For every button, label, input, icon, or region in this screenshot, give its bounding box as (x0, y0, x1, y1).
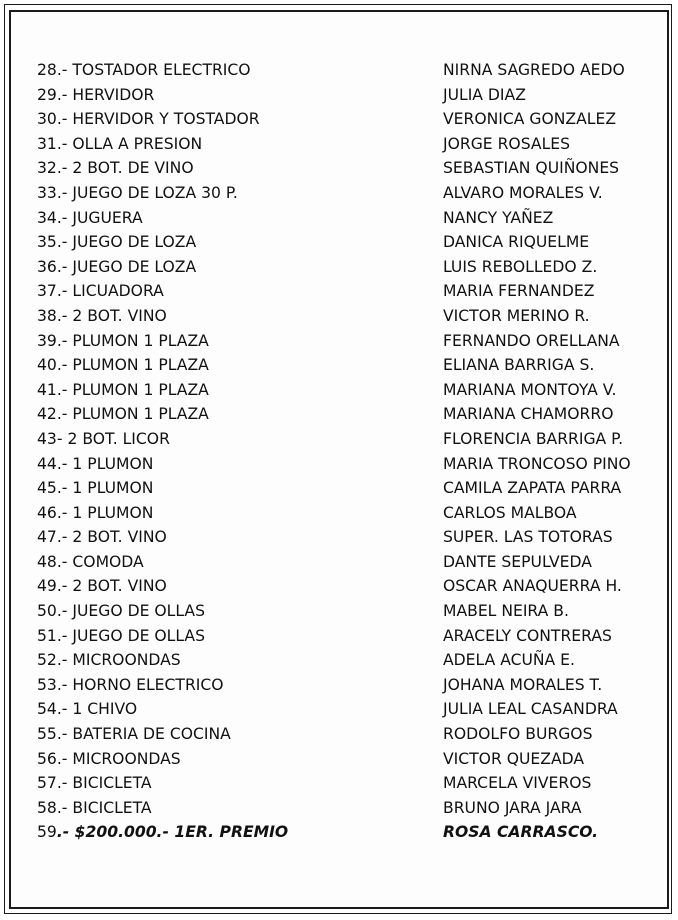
prize-row (0, 378, 678, 403)
prize-row (0, 550, 678, 575)
winner-name: MARIANA MONTOYA V. (443, 380, 617, 399)
prize-row (0, 353, 678, 378)
winner-name: SEBASTIAN QUIÑONES (443, 159, 620, 178)
prize-item (37, 599, 205, 624)
winner-name: MARIA FERNANDEZ (443, 282, 595, 301)
prize-description: BICICLETA (72, 798, 152, 817)
prize-item (37, 624, 205, 649)
prize-description: PLUMON 1 PLAZA (72, 331, 209, 350)
prize-row (0, 156, 678, 181)
prize-description: HERVIDOR (72, 85, 155, 104)
prize-row (0, 476, 678, 501)
prize-description: MICROONDAS (72, 749, 181, 768)
prize-description: 1 PLUMON (72, 479, 154, 498)
prize-item (37, 452, 153, 477)
winner-name: VICTOR MERINO R. (443, 306, 590, 325)
winner-name: ADELA ACUÑA E. (443, 651, 575, 670)
prize-item (37, 476, 153, 501)
prize-row (0, 58, 678, 83)
prize-item (37, 501, 153, 526)
prize-description: JUEGO DE LOZA (72, 257, 197, 276)
prize-description: JUEGO DE OLLAS (72, 602, 205, 621)
winner-name: ARACELY CONTRERAS (443, 626, 612, 645)
prize-row (0, 624, 678, 649)
prize-description: 1 PLUMON (72, 454, 154, 473)
prize-number: 41.- (37, 380, 68, 399)
prize-item (37, 525, 167, 550)
prize-number: 45.- (37, 479, 68, 498)
prize-number: 30.- (37, 110, 68, 129)
winner-name: SUPER. LAS TOTORAS (443, 528, 613, 547)
prize-number: 36.- (37, 257, 68, 276)
prize-row (0, 206, 678, 231)
prize-description: 2 BOT. VINO (72, 528, 167, 547)
prize-row (0, 771, 678, 796)
prize-row (0, 230, 678, 255)
winner-name: DANTE SEPULVEDA (443, 552, 592, 571)
winner-name: LUIS REBOLLEDO Z. (443, 257, 598, 276)
prize-row (0, 574, 678, 599)
prize-description: JUEGO DE OLLAS (72, 626, 205, 645)
prize-row (0, 402, 678, 427)
prize-item (37, 83, 154, 108)
prize-item (37, 279, 164, 304)
winner-name: OSCAR ANAQUERRA H. (443, 577, 622, 596)
prize-item (37, 427, 170, 452)
winner-name: JORGE ROSALES (443, 134, 571, 153)
prize-description: TOSTADOR ELECTRICO (72, 61, 251, 79)
prize-description: MICROONDAS (72, 651, 181, 670)
prize-row (0, 673, 678, 698)
prize-item (37, 550, 144, 575)
prize-number: 57.- (37, 774, 68, 793)
winner-name: JULIA DIAZ (443, 85, 526, 104)
prize-item (37, 255, 196, 280)
winner-name: CARLOS MALBOA (443, 503, 577, 522)
winner-name: JOHANA MORALES T. (443, 675, 603, 694)
prize-number: 51.- (37, 626, 68, 645)
prize-item (37, 156, 194, 181)
prize-description: .- $200.000.- 1ER. PREMIO (56, 823, 289, 842)
winner-name: MARIANA CHAMORRO (443, 405, 614, 424)
prize-row (0, 427, 678, 452)
winner-name: RODOLFO BURGOS (443, 725, 593, 744)
prize-item (37, 378, 209, 403)
prize-number: 50.- (37, 602, 68, 621)
winner-name: ELIANA BARRIGA S. (443, 356, 595, 375)
prize-row (0, 820, 678, 845)
prize-description: 2 BOT. VINO (72, 577, 167, 596)
prize-description: 1 PLUMON (72, 503, 154, 522)
winner-name: MARCELA VIVEROS (443, 774, 592, 793)
prize-row (0, 501, 678, 526)
prize-item (37, 648, 181, 673)
winner-name: FERNANDO ORELLANA (443, 331, 620, 350)
prize-item (37, 304, 167, 329)
prize-row (0, 329, 678, 354)
prize-number: 47.- (37, 528, 68, 547)
winner-name: JULIA LEAL CASANDRA (443, 700, 618, 719)
prize-item (37, 673, 224, 698)
prize-row (0, 255, 678, 280)
prize-number: 56.- (37, 749, 68, 768)
prize-description: JUEGO DE LOZA (72, 233, 197, 252)
prize-row (0, 525, 678, 550)
prize-row (0, 452, 678, 477)
prize-description: BICICLETA (72, 774, 152, 793)
prize-row (0, 181, 678, 206)
prize-row (0, 697, 678, 722)
prize-item (37, 353, 209, 378)
prize-number: 34.- (37, 208, 68, 227)
prize-number: 31.- (37, 134, 68, 153)
prize-item (37, 230, 196, 255)
prize-item (37, 771, 152, 796)
prize-item (37, 697, 137, 722)
prize-item (37, 820, 288, 845)
prize-item (37, 107, 260, 132)
prize-item (37, 574, 167, 599)
prize-number: 42.- (37, 405, 68, 424)
prize-description: 2 BOT. VINO (72, 306, 167, 325)
prize-description: PLUMON 1 PLAZA (72, 356, 209, 375)
prize-description: HORNO ELECTRICO (72, 675, 224, 694)
prize-row (0, 722, 678, 747)
prize-number: 35.- (37, 233, 68, 252)
winner-name: NIRNA SAGREDO AEDO (443, 61, 625, 79)
prize-number: 37.- (37, 282, 68, 301)
winner-name: DANICA RIQUELME (443, 233, 590, 252)
prize-row (0, 279, 678, 304)
prize-number: 33.- (37, 183, 68, 202)
prize-row (0, 132, 678, 157)
prize-row (0, 107, 678, 132)
prize-item (37, 329, 209, 354)
prize-row (0, 83, 678, 108)
prize-description: PLUMON 1 PLAZA (72, 380, 209, 399)
prize-row (0, 747, 678, 772)
prize-row (0, 599, 678, 624)
prize-description: COMODA (72, 552, 144, 571)
prize-number: 52.- (37, 651, 68, 670)
winner-name: ROSA CARRASCO. (443, 823, 599, 842)
prize-description: HERVIDOR Y TOSTADOR (72, 110, 260, 129)
prize-description: OLLA A PRESION (72, 134, 203, 153)
prize-item (37, 796, 152, 821)
prize-number: 39.- (37, 331, 68, 350)
prize-number: 32.- (37, 159, 68, 178)
prize-description: 2 BOT. LICOR (67, 429, 170, 448)
prize-number: 49.- (37, 577, 68, 596)
prize-number: 58.- (37, 798, 68, 817)
prize-description: JUGUERA (72, 208, 143, 227)
winner-name: BRUNO JARA JARA (443, 798, 582, 817)
winner-name: FLORENCIA BARRIGA P. (443, 429, 624, 448)
prize-number: 38.- (37, 306, 68, 325)
winner-name: CAMILA ZAPATA PARRA (443, 479, 622, 498)
prize-item (37, 181, 238, 206)
prize-description: JUEGO DE LOZA 30 P. (72, 183, 238, 202)
prize-row (0, 304, 678, 329)
prize-description: PLUMON 1 PLAZA (72, 405, 209, 424)
prize-number: 48.- (37, 552, 68, 571)
winner-name: MABEL NEIRA B. (443, 602, 569, 621)
prize-number: 28.- (37, 61, 68, 79)
prize-item (37, 132, 202, 157)
prize-number: 29.- (37, 85, 68, 104)
prize-description: BATERIA DE COCINA (72, 725, 231, 744)
prize-row (0, 796, 678, 821)
prize-description: LICUADORA (72, 282, 164, 301)
prize-row (0, 648, 678, 673)
winner-name: ALVARO MORALES V. (443, 183, 603, 202)
prize-description: 2 BOT. DE VINO (72, 159, 194, 178)
prize-number: 55.- (37, 725, 68, 744)
prize-number: 53.- (37, 675, 68, 694)
prize-number: 43- (37, 429, 63, 448)
prize-number: 59 (37, 823, 57, 842)
prize-item (37, 206, 143, 231)
prize-item (37, 722, 231, 747)
prize-item (37, 402, 209, 427)
prize-item (37, 58, 251, 83)
prize-number: 40.- (37, 356, 68, 375)
prize-list (0, 58, 678, 845)
winner-name: VERONICA GONZALEZ (443, 110, 617, 129)
prize-number: 44.- (37, 454, 68, 473)
prize-number: 54.- (37, 700, 68, 719)
prize-description: 1 CHIVO (72, 700, 138, 719)
prize-number: 46.- (37, 503, 68, 522)
winner-name: MARIA TRONCOSO PINO (443, 454, 631, 473)
winner-name: NANCY YAÑEZ (443, 208, 554, 227)
winner-name: VICTOR QUEZADA (443, 749, 585, 768)
prize-item (37, 747, 181, 772)
